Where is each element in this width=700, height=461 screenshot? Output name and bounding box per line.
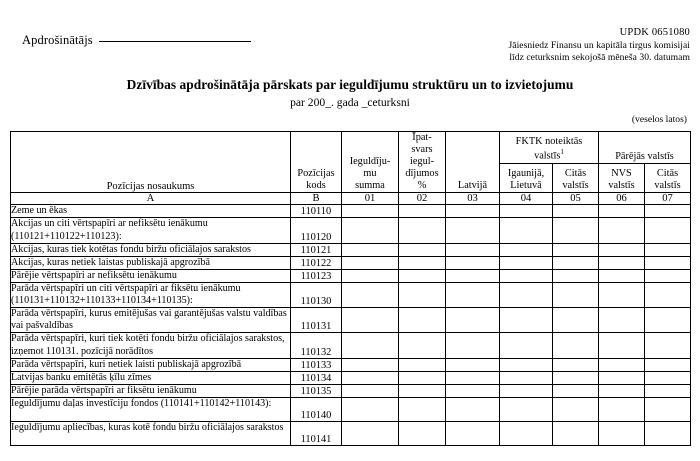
submission-deadline-note: līdz ceturksnim sekojošā mēneša 30. datumam [509, 51, 690, 63]
data-cell-02[interactable] [399, 269, 446, 282]
amount-line-1: Ieguldīju- [349, 155, 391, 167]
column-group-header-other-countries: Pārējās valstīs [599, 132, 691, 164]
position-code-cell: 110120 [291, 218, 342, 243]
data-cell-05[interactable] [553, 282, 599, 307]
data-cell-03[interactable] [446, 333, 500, 358]
data-cell-04[interactable] [500, 243, 553, 256]
data-cell-07[interactable] [645, 243, 691, 256]
data-cell-01[interactable] [342, 218, 399, 243]
position-code-cell: 110131 [291, 308, 342, 333]
data-cell-01[interactable] [342, 421, 399, 445]
table-row [11, 205, 691, 218]
column-header-position-name: Pozīcijas nosaukums [11, 132, 291, 193]
data-cell-02[interactable] [399, 256, 446, 269]
column-header-fktk-other-countries [553, 163, 599, 192]
page-title: Dzīvības apdrošinātāja pārskats par ieguldījumu struktūru un to izvietojumu [126, 77, 574, 92]
data-cell-06[interactable] [599, 256, 645, 269]
baltic-line-2: Lietuvā [510, 179, 542, 191]
table-row [11, 384, 691, 397]
amount-line-3: summa [355, 179, 385, 191]
header-row-groups [11, 132, 691, 164]
data-cell-04[interactable] [500, 205, 553, 218]
data-cell-06[interactable] [599, 358, 645, 371]
data-cell-07[interactable] [645, 333, 691, 358]
cis-line-2: valstīs [608, 179, 635, 191]
data-cell-05[interactable] [553, 384, 599, 397]
data-cell-01[interactable] [342, 358, 399, 371]
data-cell-03[interactable] [446, 358, 500, 371]
data-cell-06[interactable] [599, 371, 645, 384]
column-header-position-code: Pozīcijas kods [291, 132, 342, 193]
table-row [11, 308, 691, 333]
data-cell-02[interactable] [399, 282, 446, 307]
table-row [11, 333, 691, 358]
position-code-cell: 110135 [291, 384, 342, 397]
data-cell-07[interactable] [645, 421, 691, 445]
data-cell-05[interactable] [553, 269, 599, 282]
data-cell-05[interactable] [553, 256, 599, 269]
data-cell-04[interactable] [500, 384, 553, 397]
title-block [0, 77, 700, 109]
share-line-1: Īpat- [412, 132, 432, 143]
table-header [11, 132, 691, 205]
position-name-cell: Ieguldījumu daļas investīciju fondos (110141+110142+110143): [11, 397, 291, 421]
data-cell-04[interactable] [500, 218, 553, 243]
data-cell-07[interactable] [645, 282, 691, 307]
submission-authority-note: Jāiesniedz Finansu un kapitāla tirgus komisijai [508, 39, 690, 51]
data-cell-07[interactable] [645, 308, 691, 333]
column-code-02: 02 [399, 192, 446, 205]
position-code-cell: 110134 [291, 371, 342, 384]
data-cell-04[interactable] [500, 358, 553, 371]
data-cell-04[interactable] [500, 282, 553, 307]
table-row [11, 397, 691, 421]
table-row [11, 421, 691, 445]
position-code-cell: 110141 [291, 421, 342, 445]
position-name-cell: Akcijas, kuras tiek kotētas fondu biržu oficiālajos sarakstos [11, 243, 291, 256]
data-cell-03[interactable] [446, 243, 500, 256]
form-code: UPDK 0651080 [619, 27, 690, 38]
data-cell-04[interactable] [500, 269, 553, 282]
table-row [11, 282, 691, 307]
data-cell-05[interactable] [553, 358, 599, 371]
data-cell-06[interactable] [599, 282, 645, 307]
table-row [11, 358, 691, 371]
data-cell-01[interactable] [342, 269, 399, 282]
data-cell-02[interactable] [399, 397, 446, 421]
data-cell-03[interactable] [446, 371, 500, 384]
position-name-cell: Parāda vērtspapīri, kurus emitējušas vai garantējušas valstu valdības vai pašvaldības [11, 308, 291, 333]
data-cell-02[interactable] [399, 218, 446, 243]
column-code-07: 07 [645, 192, 691, 205]
position-name-cell: Akcijas un citi vērtspapīri ar nefiksētu ienākumu (110121+110122+110123): [11, 218, 291, 243]
data-cell-03[interactable] [446, 218, 500, 243]
data-cell-06[interactable] [599, 333, 645, 358]
data-cell-02[interactable] [399, 308, 446, 333]
column-header-share-percent [399, 132, 446, 193]
data-cell-04[interactable] [500, 397, 553, 421]
data-cell-07[interactable] [645, 256, 691, 269]
data-cell-02[interactable] [399, 205, 446, 218]
data-cell-07[interactable] [645, 218, 691, 243]
data-cell-07[interactable] [645, 205, 691, 218]
table-row [11, 371, 691, 384]
agency-info-block [509, 27, 691, 63]
column-code-row [11, 192, 691, 205]
units-note: (veselos latos) [631, 114, 687, 125]
data-cell-02[interactable] [399, 333, 446, 358]
data-cell-05[interactable] [553, 205, 599, 218]
data-cell-02[interactable] [399, 243, 446, 256]
data-cell-05[interactable] [553, 308, 599, 333]
position-name-cell: Pārējie vērtspapīri ar nefiksētu ienākumu [11, 269, 291, 282]
position-code-cell: 110133 [291, 358, 342, 371]
data-cell-07[interactable] [645, 358, 691, 371]
column-header-investment-amount [342, 132, 399, 193]
column-group-header-fktk-countries [500, 132, 599, 164]
data-cell-05[interactable] [553, 397, 599, 421]
data-cell-01[interactable] [342, 243, 399, 256]
data-cell-01[interactable] [342, 308, 399, 333]
baltic-line-1: Igaunijā, [507, 167, 545, 179]
data-cell-03[interactable] [446, 308, 500, 333]
column-header-latvia: Latvijā [446, 132, 500, 193]
column-code-06: 06 [599, 192, 645, 205]
column-code-05: 05 [553, 192, 599, 205]
data-cell-04[interactable] [500, 333, 553, 358]
position-code-cell: 110121 [291, 243, 342, 256]
investment-structure-table [10, 131, 691, 446]
insurer-input-rule[interactable] [99, 41, 251, 42]
position-code-cell: 110140 [291, 397, 342, 421]
data-cell-05[interactable] [553, 421, 599, 445]
position-name-cell: Parāda vērtspapīri, kuri tiek kotēti fondu biržu oficiālajos sarakstos, izņemot 110131. pozīcijā norādītos [11, 333, 291, 358]
data-cell-07[interactable] [645, 384, 691, 397]
column-header-cis-countries [599, 163, 645, 192]
position-name-cell: Akcijas, kuras netiek laistas publiskajā apgrozībā [11, 256, 291, 269]
position-code-cell: 110122 [291, 256, 342, 269]
data-cell-04[interactable] [500, 371, 553, 384]
position-name-cell: Zeme un ēkas [11, 205, 291, 218]
data-cell-01[interactable] [342, 333, 399, 358]
data-cell-02[interactable] [399, 384, 446, 397]
data-cell-06[interactable] [599, 397, 645, 421]
column-code-01: 01 [342, 192, 399, 205]
table-row [11, 256, 691, 269]
rest-other-line-2: valstīs [654, 179, 681, 191]
data-cell-07[interactable] [645, 371, 691, 384]
column-header-estonia-lithuania [500, 163, 553, 192]
data-cell-02[interactable] [399, 358, 446, 371]
position-name-cell: Parāda vērtspapīri un citi vērtspapīri ar fiksētu ienākumu (110131+110132+110133+110134+110135): [11, 282, 291, 307]
data-cell-05[interactable] [553, 371, 599, 384]
data-cell-01[interactable] [342, 205, 399, 218]
position-name-cell: Pārējie parāda vērtspapīri ar fiksētu ienākumu [11, 384, 291, 397]
position-name-cell: Ieguldījumu apliecības, kuras kotē fondu biržu oficiālajos sarakstos [11, 421, 291, 445]
position-code-cell: 110132 [291, 333, 342, 358]
data-cell-03[interactable] [446, 384, 500, 397]
column-code-03: 03 [446, 192, 500, 205]
data-cell-04[interactable] [500, 256, 553, 269]
data-cell-01[interactable] [342, 282, 399, 307]
table-row [11, 218, 691, 243]
table-body [11, 205, 691, 446]
data-cell-07[interactable] [645, 397, 691, 421]
data-cell-05[interactable] [553, 218, 599, 243]
column-code-a: A [11, 192, 291, 205]
fktk-other-line-2: valstīs [562, 179, 589, 191]
data-cell-01[interactable] [342, 256, 399, 269]
insurer-field-line [22, 33, 251, 48]
data-cell-06[interactable] [599, 205, 645, 218]
position-code-cell: 110123 [291, 269, 342, 282]
position-code-cell: 110130 [291, 282, 342, 307]
data-cell-03[interactable] [446, 269, 500, 282]
share-line-4: dījumos [405, 167, 439, 179]
data-cell-01[interactable] [342, 397, 399, 421]
data-cell-06[interactable] [599, 218, 645, 243]
insurer-label: Apdrošinātājs [22, 33, 93, 47]
data-cell-03[interactable] [446, 397, 500, 421]
data-cell-07[interactable] [645, 269, 691, 282]
data-cell-06[interactable] [599, 269, 645, 282]
data-cell-02[interactable] [399, 371, 446, 384]
data-cell-03[interactable] [446, 205, 500, 218]
data-cell-03[interactable] [446, 256, 500, 269]
cis-line-1: NVS [611, 167, 632, 179]
column-code-b: B [291, 192, 342, 205]
share-line-5: % [417, 179, 427, 191]
data-cell-01[interactable] [342, 371, 399, 384]
column-header-rest-other-countries [645, 163, 691, 192]
fktk-group-label: FKTK noteiktās valstīs [515, 136, 583, 162]
data-cell-03[interactable] [446, 282, 500, 307]
position-name-cell: Parāda vērtspapīri, kuri netiek laisti publiskajā apgrozībā [11, 358, 291, 371]
data-cell-05[interactable] [553, 243, 599, 256]
table-row [11, 243, 691, 256]
data-cell-03[interactable] [446, 421, 500, 445]
amount-line-2: mu [363, 167, 377, 179]
table-row [11, 269, 691, 282]
footnote-marker-1: 1 [560, 148, 564, 157]
share-line-3: iegul- [409, 155, 435, 167]
data-cell-04[interactable] [500, 308, 553, 333]
column-code-04: 04 [500, 192, 553, 205]
share-line-2: svars [411, 143, 433, 155]
data-cell-06[interactable] [599, 308, 645, 333]
data-cell-02[interactable] [399, 421, 446, 445]
data-cell-06[interactable] [599, 384, 645, 397]
data-cell-06[interactable] [599, 243, 645, 256]
page-subtitle: par 200_. gada _ceturksni [290, 96, 410, 109]
document-header [0, 0, 700, 128]
rest-other-line-1: Citās [656, 167, 679, 179]
position-name-cell: Latvijas banku emitētās ķīlu zīmes [11, 371, 291, 384]
data-cell-01[interactable] [342, 384, 399, 397]
data-cell-04[interactable] [500, 421, 553, 445]
position-code-cell: 110110 [291, 205, 342, 218]
data-cell-06[interactable] [599, 421, 645, 445]
fktk-other-line-1: Citās [564, 167, 587, 179]
data-cell-05[interactable] [553, 333, 599, 358]
